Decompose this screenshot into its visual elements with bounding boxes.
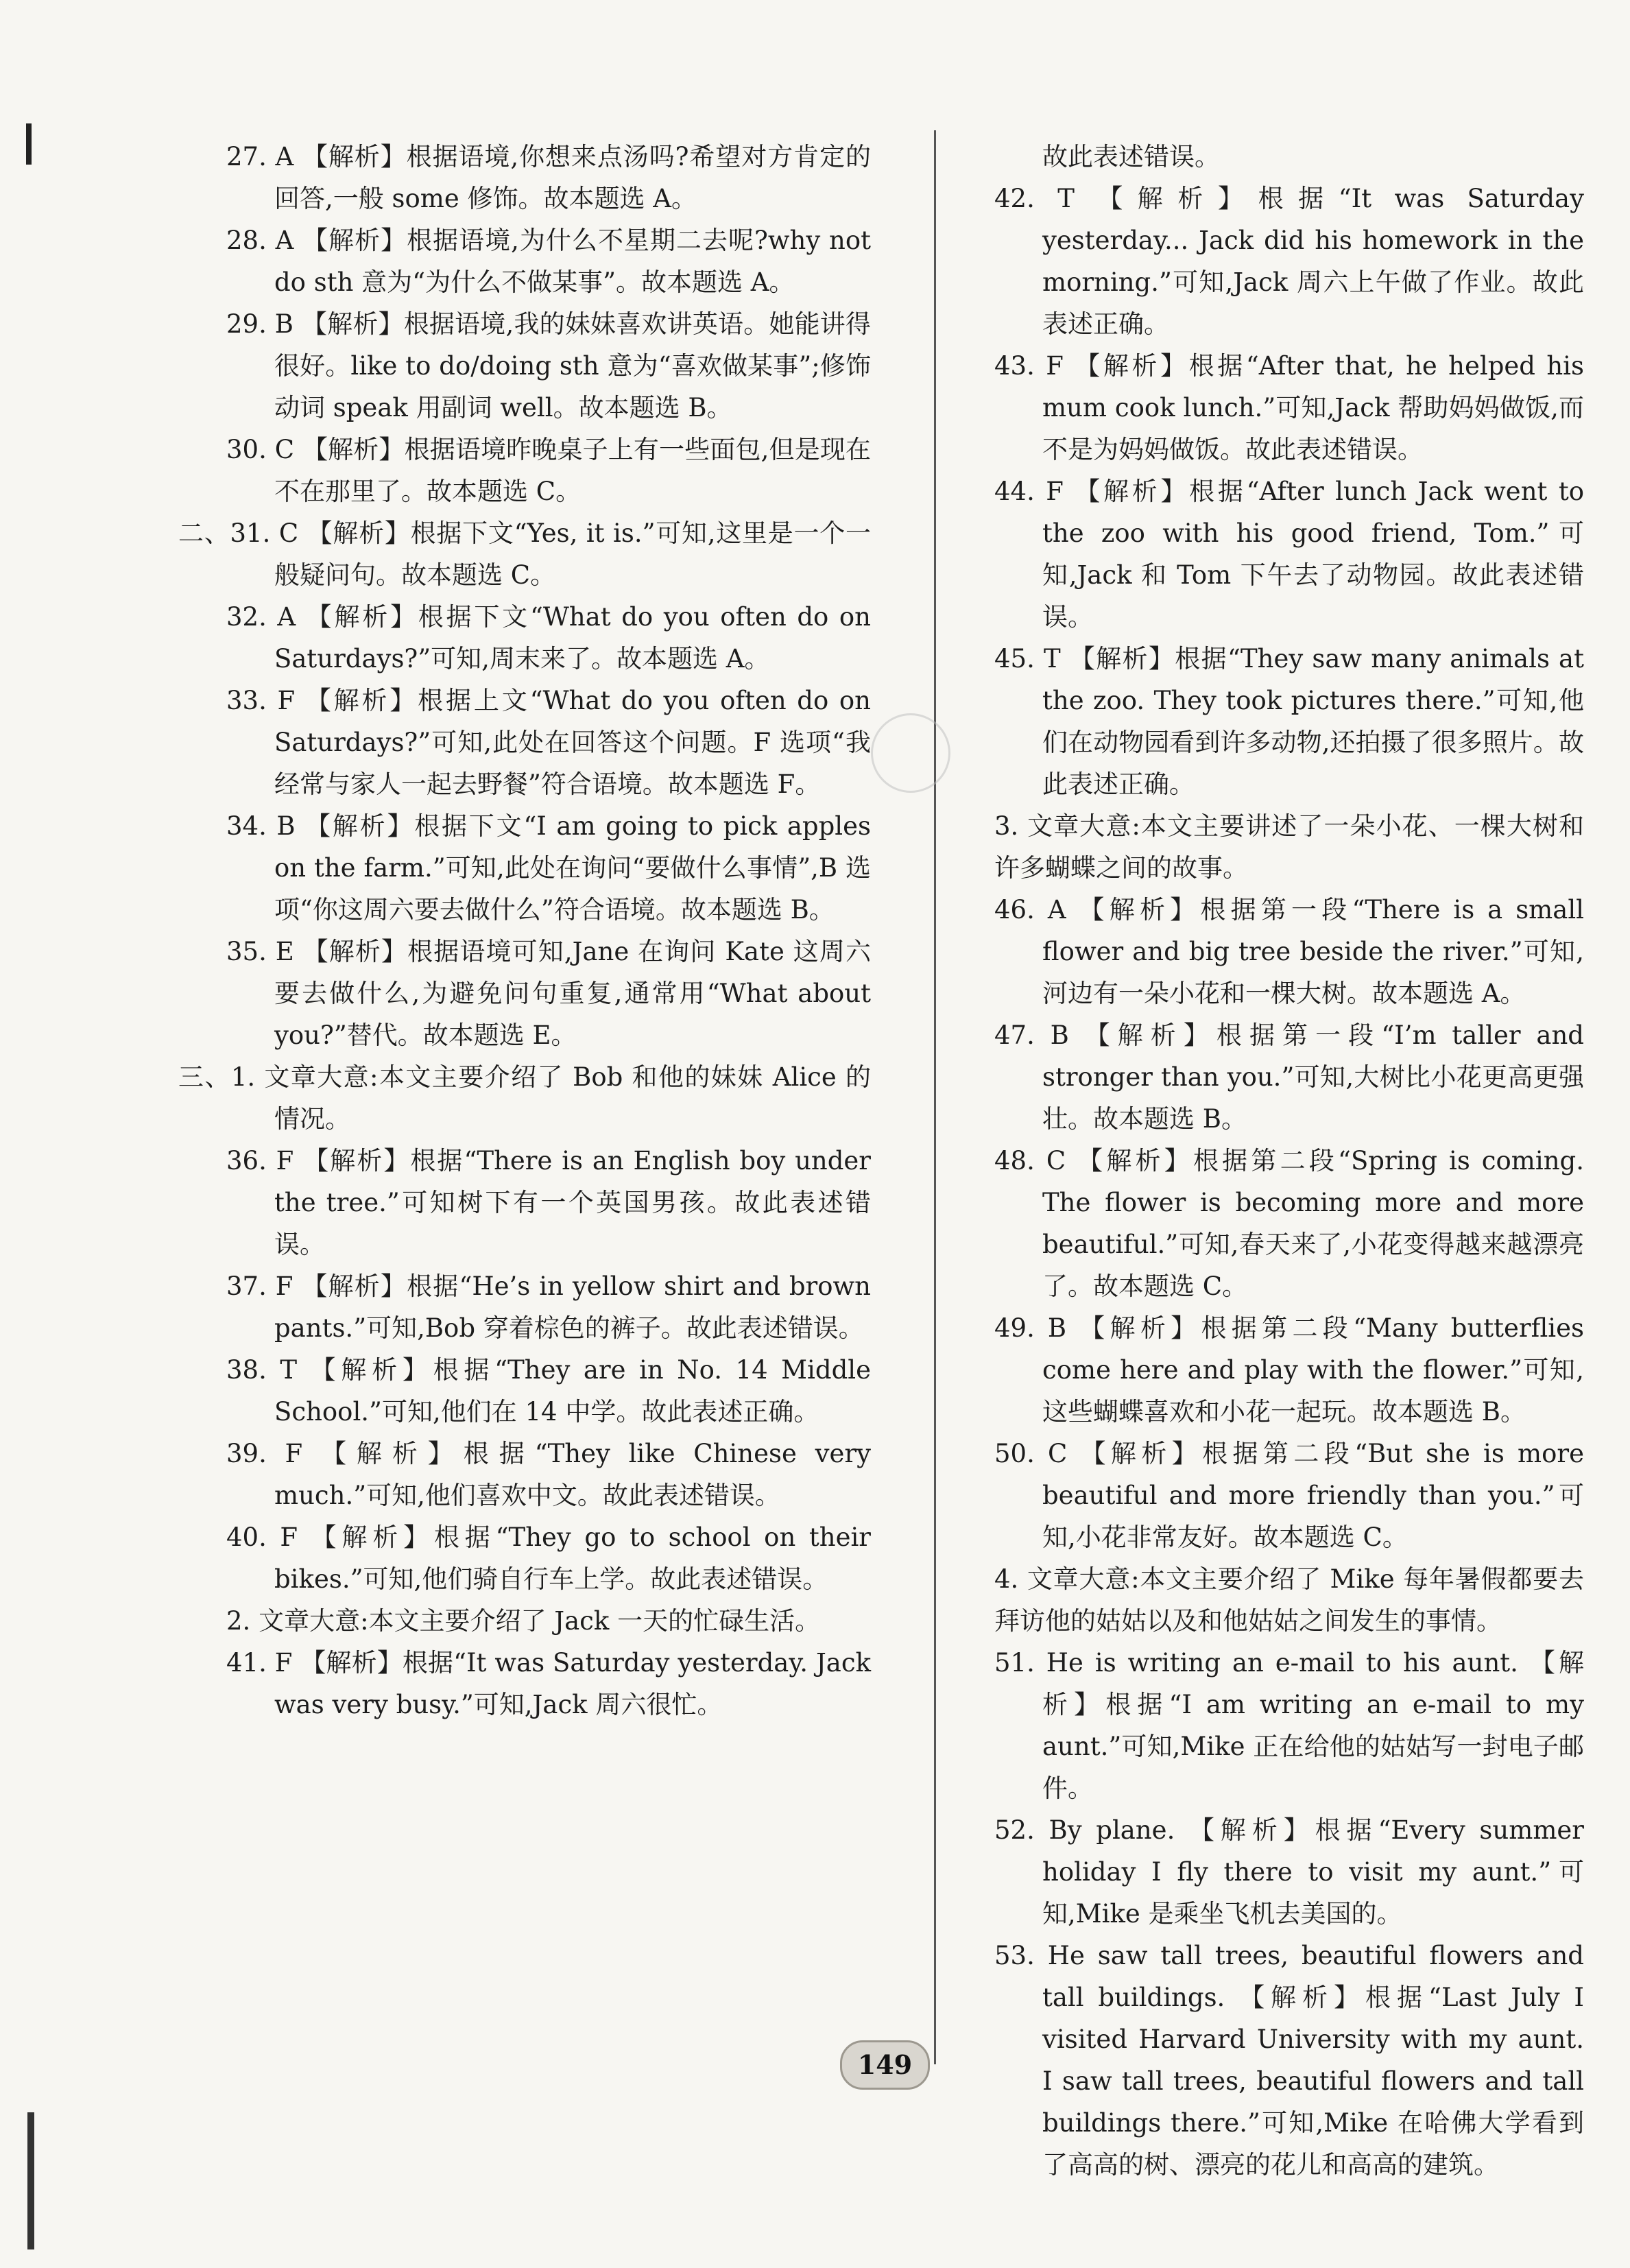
answer-entry: 29. B 【解析】根据语境,我的妹妹喜欢讲英语。她能讲得很好。like to do/doing sth 意为“喜欢做某事”;修饰动词 speak 用副词 well。故本题选 B。: [226, 309, 871, 422]
answer-entry: 32. A 【解析】根据下文“What do you often do on Saturdays?”可知,周末来了。故本题选 A。: [226, 602, 871, 673]
answer-entry: 35. E 【解析】根据语境可知,Jane 在询问 Kate 这周六要去做什么,为避免问句重复,通常用“What about you?”替代。故本题选 E。: [226, 937, 871, 1050]
answer-entry: 4. 文章大意:本文主要介绍了 Mike 每年暑假都要去拜访他的姑姑以及和他姑姑之间发生的事情。: [994, 1564, 1584, 1636]
answer-entry: 36. F 【解析】根据“There is an English boy under the tree.”可知树下有一个英国男孩。故此表述错误。: [226, 1146, 871, 1259]
answer-entry: 41. F 【解析】根据“It was Saturday yesterday. Jack was very busy.”可知,Jack 周六很忙。: [226, 1648, 871, 1719]
answer-entry: 51. He is writing an e-mail to his aunt. 【解析】根据“I am writing an e-mail to my aunt.”可知,Mike 正在给他的姑姑写一封电子邮件。: [994, 1648, 1584, 1803]
answer-entry: 39. F 【解析】根据“They like Chinese very much.”可知,他们喜欢中文。故此表述错误。: [226, 1439, 871, 1510]
answer-entry: 三、1. 文章大意:本文主要介绍了 Bob 和他的妹妹 Alice 的情况。: [178, 1062, 871, 1134]
answer-entry: 27. A 【解析】根据语境,你想来点汤吗?希望对方肯定的回答,一般 some 修饰。故本题选 A。: [226, 142, 871, 213]
binding-mark: [26, 123, 32, 165]
answer-entry: 2. 文章大意:本文主要介绍了 Jack 一天的忙碌生活。: [226, 1606, 821, 1636]
answer-entry: 50. C 【解析】根据第二段“But she is more beautiful and more friendly than you.”可知,小花非常友好。故本题选 C。: [994, 1439, 1584, 1552]
binding-edge: [27, 2112, 34, 2249]
answer-entry: 30. C 【解析】根据语境昨晚桌子上有一些面包,但是现在不在那里了。故本题选 C。: [226, 435, 871, 506]
answer-entry: 52. By plane. 【解析】根据“Every summer holiday I fly there to visit my aunt.”可知,Mike 是乘坐飞机去美国的。: [994, 1815, 1584, 1929]
answer-entry: 47. B 【解析】根据第一段“I’m taller and stronger than you.”可知,大树比小花更高更强壮。故本题选 B。: [994, 1020, 1584, 1134]
answer-entry: 43. F 【解析】根据“After that, he helped his mum cook lunch.”可知,Jack 帮助妈妈做饭,而不是为妈妈做饭。故此表述错误。: [994, 351, 1584, 464]
faint-stamp: [871, 713, 950, 793]
page-number: 149: [840, 2040, 930, 2090]
answer-entry: 3. 文章大意:本文主要讲述了一朵小花、一棵大树和许多蝴蝶之间的故事。: [994, 811, 1584, 883]
answer-entry: 34. B 【解析】根据下文“I am going to pick apples on the farm.”可知,此处在询问“要做什么事情”,B 选项“你这周六要去做什么”符合语境。故本题选 B。: [226, 811, 871, 924]
answer-entry: 28. A 【解析】根据语境,为什么不星期二去呢?why not do sth 意为“为什么不做某事”。故本题选 A。: [226, 226, 871, 297]
answer-entry: 38. T 【解析】根据“They are in No. 14 Middle School.”可知,他们在 14 中学。故此表述正确。: [226, 1355, 871, 1427]
answer-entry: 40. F 【解析】根据“They go to school on their bikes.”可知,他们骑自行车上学。故此表述错误。: [226, 1523, 871, 1594]
left-column: [178, 136, 871, 1726]
right-column: [994, 136, 1584, 2186]
answer-entry: 故此表述错误。: [1042, 142, 1220, 171]
answer-entry: 42. T 【解析】根据“It was Saturday yesterday... Jack did his homework in the morning.”可知,Jack 周六上午做了作业。故此表述正确。: [994, 184, 1584, 339]
answer-entry: 33. F 【解析】根据上文“What do you often do on Saturdays?”可知,此处在回答这个问题。F 选项“我经常与家人一起去野餐”符合语境。故本题选 F。: [226, 686, 871, 799]
answer-entry: 49. B 【解析】根据第二段“Many butterflies come here and play with the flower.”可知,这些蝴蝶喜欢和小花一起玩。故本题选 B。: [994, 1313, 1584, 1427]
answer-entry: 46. A 【解析】根据第一段“There is a small flower and big tree beside the river.”可知,河边有一朵小花和一棵大树。故本题选 A。: [994, 895, 1584, 1008]
column-divider: [934, 130, 936, 2064]
answer-entry: 37. F 【解析】根据“He’s in yellow shirt and brown pants.”可知,Bob 穿着棕色的裤子。故此表述错误。: [226, 1272, 871, 1343]
answer-entry: 48. C 【解析】根据第二段“Spring is coming. The flower is becoming more and more beautiful.”可知,春天来了,小花变得越来越漂亮了。故本题选 C。: [994, 1146, 1584, 1301]
answer-entry: 44. F 【解析】根据“After lunch Jack went to the zoo with his good friend, Tom.”可知,Jack 和 Tom 下午去了动物园。故此表述错误。: [994, 477, 1584, 632]
answer-entry: 45. T 【解析】根据“They saw many animals at the zoo. They took pictures there.”可知,他们在动物园看到许多动物,还拍摄了很多照片。故此表述正确。: [994, 644, 1584, 799]
answer-entry: 二、31. C 【解析】根据下文“Yes, it is.”可知,这里是一个一般疑问句。故本题选 C。: [178, 518, 871, 590]
answer-entry: 53. He saw tall trees, beautiful flowers and tall buildings. 【解析】根据“Last July I visited Harvard University with my aunt. I saw tall trees, beautiful flowers and tall buildings there.”可知,Mike 在哈佛大学看到了高高的树、漂亮的花儿和高高的建筑。: [994, 1941, 1584, 2180]
